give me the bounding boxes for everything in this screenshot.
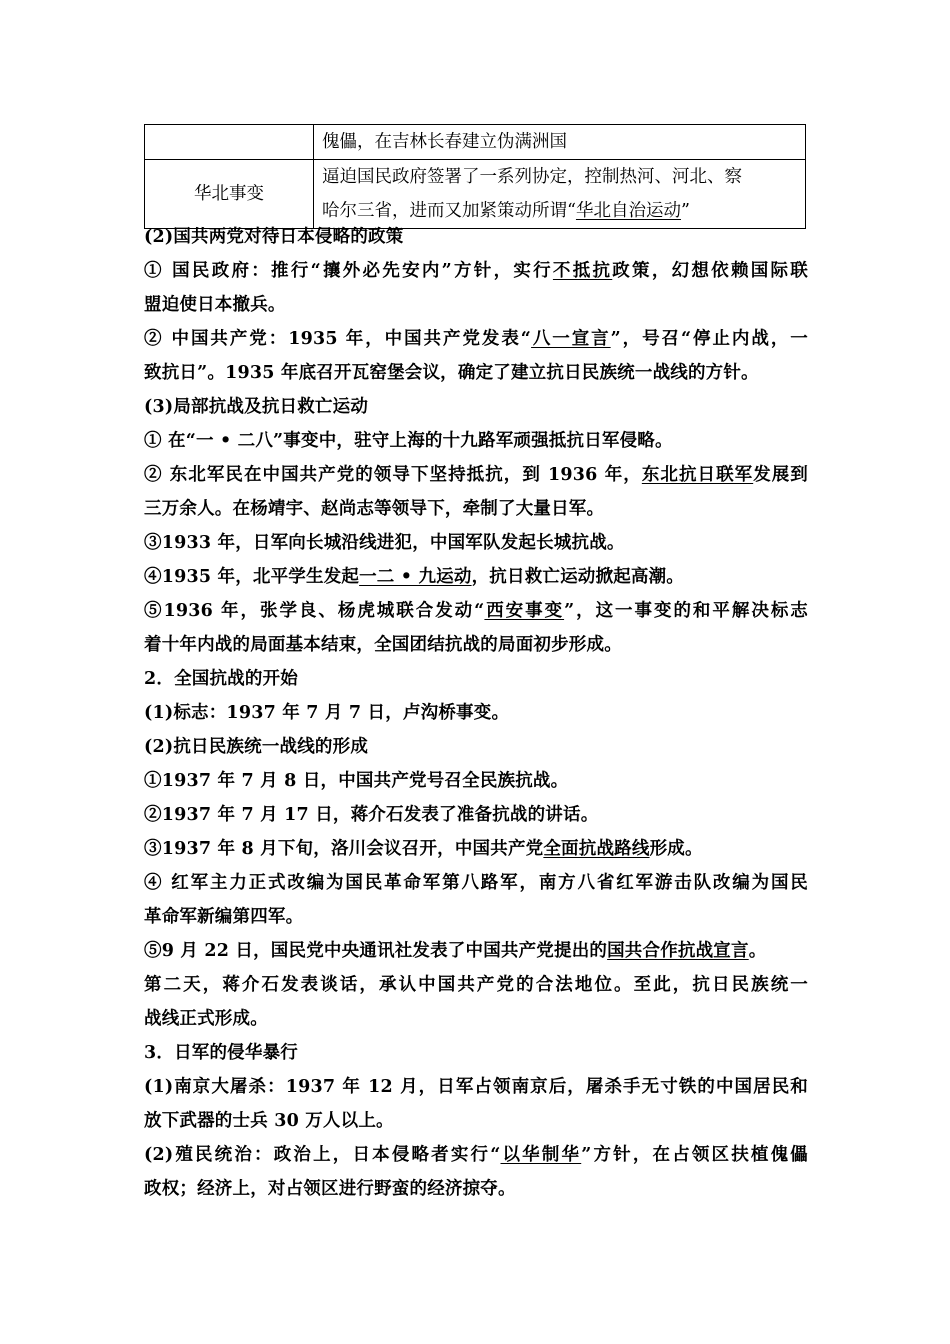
- table-cell-event: 华北事变: [145, 160, 314, 229]
- subheading: (2)抗日民族统一战线的形成: [144, 737, 369, 757]
- events-table: [144, 124, 806, 229]
- paragraph-line: ② 东北军民在中国共产党的领导下坚持抵抗，到 1936 年，东北抗日联军发展到: [144, 465, 809, 485]
- table-row: [145, 160, 806, 229]
- table-row: [145, 125, 806, 160]
- section-heading: 3．日军的侵华暴行: [144, 1043, 298, 1063]
- paragraph-line: ②1937 年 7 月 17 日，蒋介石发表了准备抗战的讲话。: [144, 805, 599, 825]
- desc-line: 逼迫国民政府签署了一系列协定，控制热河、河北、察: [322, 167, 742, 187]
- paragraph-line: 放下武器的士兵 30 万人以上。: [144, 1111, 394, 1131]
- paragraph-line: ①1937 年 7 月 8 日，中国共产党号召全民族抗战。: [144, 771, 569, 791]
- paragraph-line: ② 中国共产党：1935 年，中国共产党发表“八一宣言”，号召“停止内战，一: [144, 329, 808, 349]
- paragraph-line: ④1935 年，北平学生发起一二 • 九运动，抗日救亡运动掀起高潮。: [144, 567, 684, 587]
- paragraph-line: ⑤9 月 22 日，国民党中央通讯社发表了中国共产党提出的国共合作抗战宣言。: [144, 941, 767, 961]
- section-heading: 2．全国抗战的开始: [144, 669, 298, 689]
- desc-line: 哈尔三省，进而又加紧策动所谓“华北自治运动”: [322, 201, 690, 221]
- paragraph-line: (2)殖民统治：政治上，日本侵略者实行“以华制华”方针，在占领区扶植傀儡: [144, 1145, 808, 1165]
- underlined-term: 国共合作抗战宣言: [607, 941, 749, 961]
- paragraph-line: ① 国民政府：推行“攘外必先安内”方针，实行不抵抗政策，幻想依赖国际联: [144, 261, 808, 281]
- subheading: (3)局部抗战及抗日救亡运动: [144, 397, 369, 417]
- underlined-term: 不抵抗: [552, 261, 613, 281]
- paragraph-line: (1)南京大屠杀：1937 年 12 月，日军占领南京后，屠杀手无寸铁的中国居民和: [144, 1077, 808, 1097]
- body-text: [144, 220, 808, 1206]
- paragraph-line: ⑤1936 年，张学良、杨虎城联合发动“西安事变”，这一事变的和平解决标志: [144, 601, 808, 621]
- paragraph-line: 战线正式形成。: [144, 1009, 268, 1029]
- paragraph-line: ③1937 年 8 月下旬，洛川会议召开，中国共产党全面抗战路线形成。: [144, 839, 703, 859]
- subheading: (2)国共两党对待日本侵略的政策: [144, 227, 404, 247]
- underlined-term: 一二 • 九运动: [359, 567, 472, 587]
- paragraph-line: (1)标志：1937 年 7 月 7 日，卢沟桥事变。: [144, 703, 510, 723]
- underlined-term: 八一宣言: [531, 329, 611, 349]
- paragraph-line: 政权；经济上，对占领区进行野蛮的经济掠夺。: [144, 1179, 516, 1199]
- paragraph-line: 革命军新编第四军。: [144, 907, 304, 927]
- paragraph-line: ① 在“一 • 二八”事变中，驻守上海的十九路军顽强抵抗日军侵略。: [144, 431, 673, 451]
- underlined-term: 西安事变: [484, 601, 565, 621]
- underlined-term: 华北自治运动: [575, 201, 681, 221]
- table-cell-desc: 傀儡，在吉林长春建立伪满洲国: [314, 125, 806, 160]
- table-cell-desc: [314, 160, 806, 229]
- underlined-term: 全面抗战路线: [543, 839, 650, 859]
- paragraph-line: 着十年内战的局面基本结束，全国团结抗战的局面初步形成。: [144, 635, 622, 655]
- paragraph-line: 三万余人。在杨靖宇、赵尚志等领导下，牵制了大量日军。: [144, 499, 605, 519]
- paragraph-line: ④ 红军主力正式改编为国民革命军第八路军，南方八省红军游击队改编为国民: [144, 873, 808, 893]
- paragraph-line: 盟迫使日本撤兵。: [144, 295, 286, 315]
- paragraph-line: 第二天，蒋介石发表谈话，承认中国共产党的合法地位。至此，抗日民族统一: [144, 975, 808, 995]
- table-cell-event: [145, 125, 314, 160]
- underlined-term: 东北抗日联军: [641, 465, 754, 485]
- paragraph-line: ③1933 年，日军向长城沿线进犯，中国军队发起长城抗战。: [144, 533, 625, 553]
- underlined-term: 以华制华: [500, 1145, 582, 1165]
- paragraph-line: 致抗日”。1935 年底召开瓦窑堡会议，确定了建立抗日民族统一战线的方针。: [144, 363, 759, 383]
